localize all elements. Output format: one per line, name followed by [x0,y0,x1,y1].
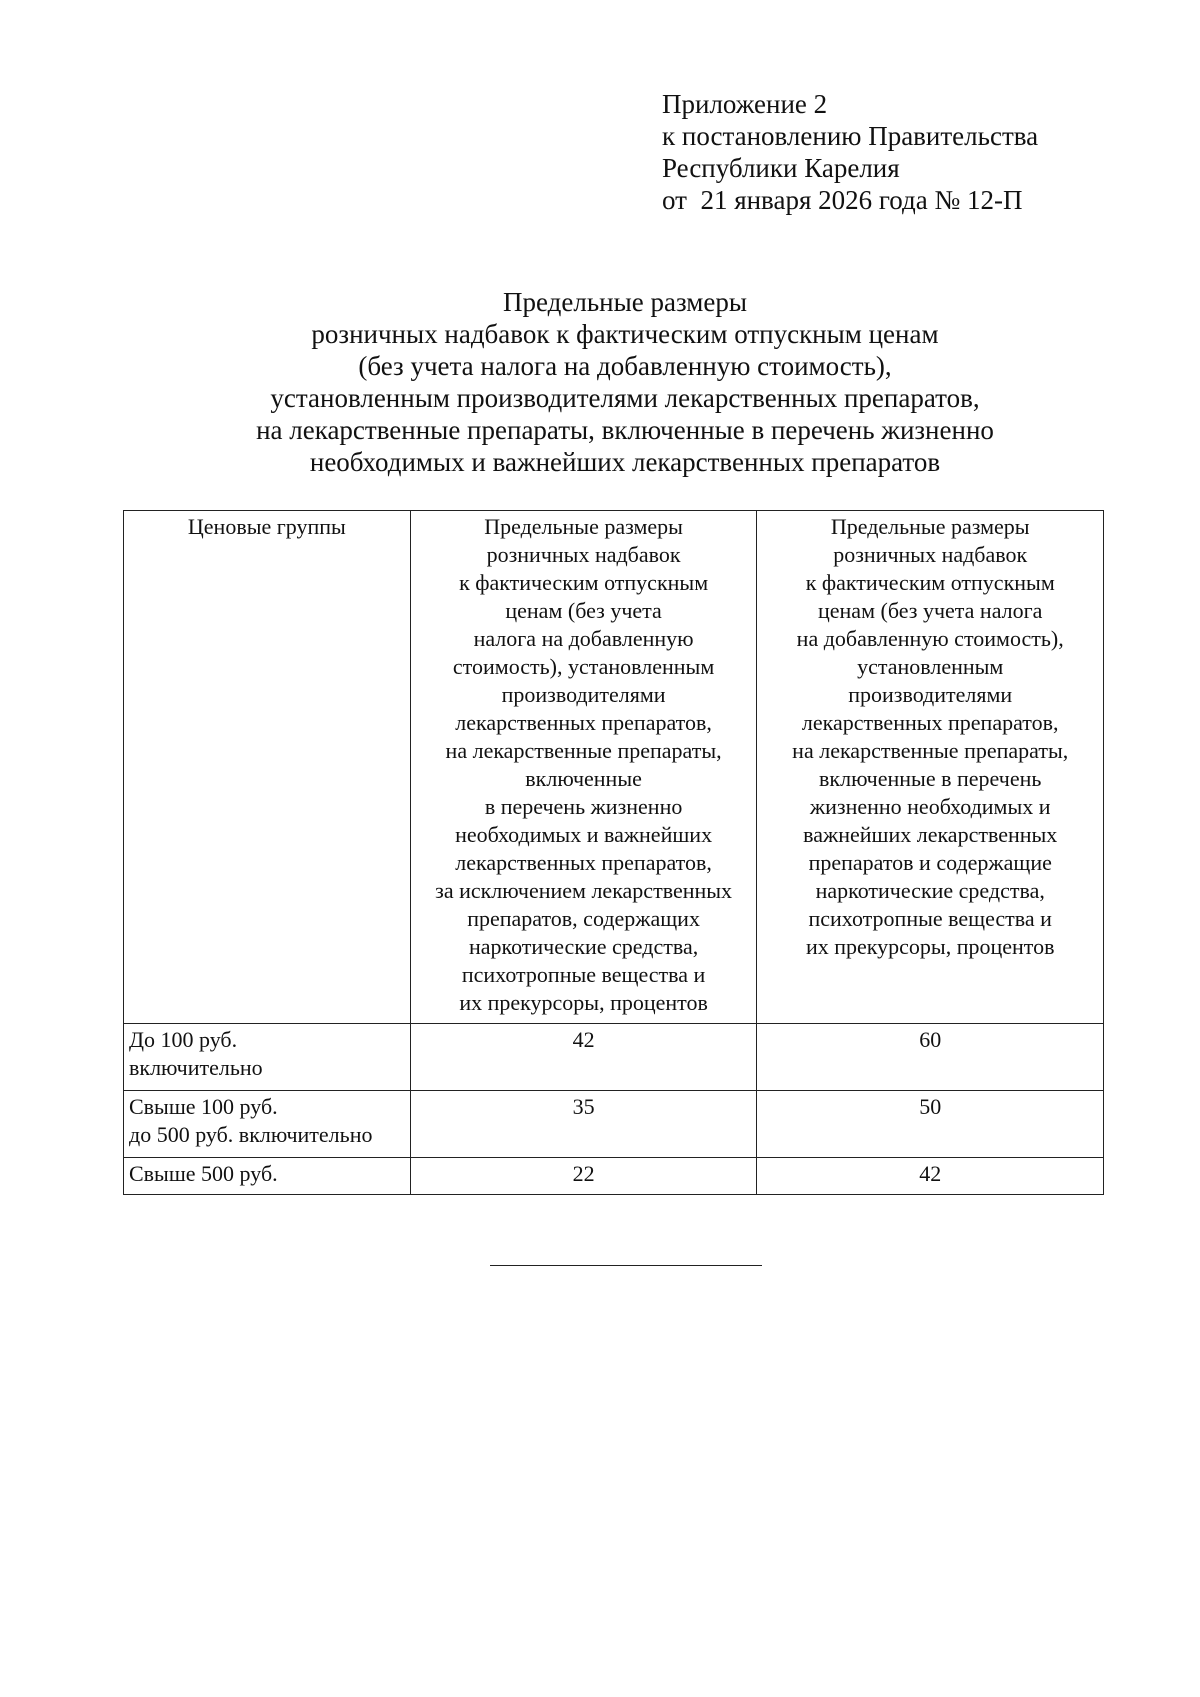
header-line: Предельные размеры [830,514,1030,539]
header-line: Ценовые группы [187,514,346,539]
header-line: их прекурсоры, процентов [459,990,708,1015]
header-line: лекарственных препаратов, [455,710,712,735]
header-cell-narcotic-markup [757,511,1104,1024]
table-header-row [124,511,1104,1024]
header-line: важнейших лекарственных [803,822,1058,847]
header-line: лекарственных препаратов, [801,710,1059,735]
general-markup-value: 35 [410,1091,757,1158]
table-row [124,1158,1104,1195]
narcotic-markup-value: 50 [757,1091,1104,1158]
appendix-line: от 21 января 2026 года № 12-П [662,185,1023,215]
markup-table [123,510,1104,1195]
document-title [0,286,1200,478]
header-line: производителями [501,682,666,707]
price-group-line: включительно [129,1055,263,1080]
title-line: (без учета налога на добавленную стоимость), [358,351,892,381]
general-markup-value: 22 [410,1158,757,1195]
header-line: стоимость), установленным [452,654,715,679]
title-line: установленным производителями лекарственных препаратов, [270,383,980,413]
price-group-cell [124,1158,411,1195]
header-line: к фактическим отпускным [459,570,709,595]
header-line: ценам (без учета [505,598,662,623]
price-group-line: до 500 руб. включительно [129,1122,373,1147]
appendix-header [662,88,1038,216]
header-line: к фактическим отпускным [805,570,1055,595]
header-line: их прекурсоры, процентов [805,934,1055,959]
price-group-line: Свыше 500 руб. [129,1161,278,1186]
header-line: включенные [525,766,642,791]
price-group-cell [124,1091,411,1158]
appendix-line: Приложение 2 [662,89,828,119]
header-line: наркотические средства, [815,878,1045,903]
table-row [124,1024,1104,1091]
header-line: включенные в перечень [819,766,1042,791]
title-line: необходимых и важнейших лекарственных препаратов [309,447,941,477]
header-cell-general-markup [410,511,757,1024]
header-line: наркотические средства, [468,934,699,959]
header-line: лекарственных препаратов, [455,850,712,875]
header-line: на лекарственные препараты, [445,738,722,763]
header-line: розничных надбавок [486,542,681,567]
appendix-line: Республики Карелия [662,153,900,183]
table-row [124,1091,1104,1158]
appendix-line: к постановлению Правительства [662,121,1039,151]
price-group-cell [124,1024,411,1091]
header-line: психотропные вещества и [808,906,1052,931]
end-of-document-line [490,1265,762,1266]
header-line: производителями [848,682,1013,707]
title-line: на лекарственные препараты, включенные в перечень жизненно [256,415,994,445]
narcotic-markup-value: 60 [757,1024,1104,1091]
general-markup-value: 42 [410,1024,757,1091]
header-line: препаратов и содержащие [808,850,1052,875]
header-line: препаратов, содержащих [467,906,700,931]
title-line: розничных надбавок к фактическим отпускным ценам [311,319,939,349]
price-group-line: До 100 руб. [129,1027,238,1052]
header-line: в перечень жизненно [484,794,683,819]
header-line: розничных надбавок [833,542,1028,567]
header-line: Предельные размеры [484,514,683,539]
header-line: на добавленную стоимость), [796,626,1064,651]
header-line: на лекарственные препараты, [792,738,1069,763]
header-line: налога на добавленную [473,626,694,651]
header-line: жизненно необходимых и [809,794,1051,819]
header-line: ценам (без учета налога [818,598,1043,623]
title-line: Предельные размеры [503,287,747,317]
price-group-line: Свыше 100 руб. [129,1094,278,1119]
header-line: психотропные вещества и [461,962,706,987]
header-cell-price-groups [124,511,411,1024]
header-line: необходимых и важнейших [455,822,713,847]
header-line: установленным [857,654,1004,679]
narcotic-markup-value: 42 [757,1158,1104,1195]
header-line: за исключением лекарственных [435,878,733,903]
